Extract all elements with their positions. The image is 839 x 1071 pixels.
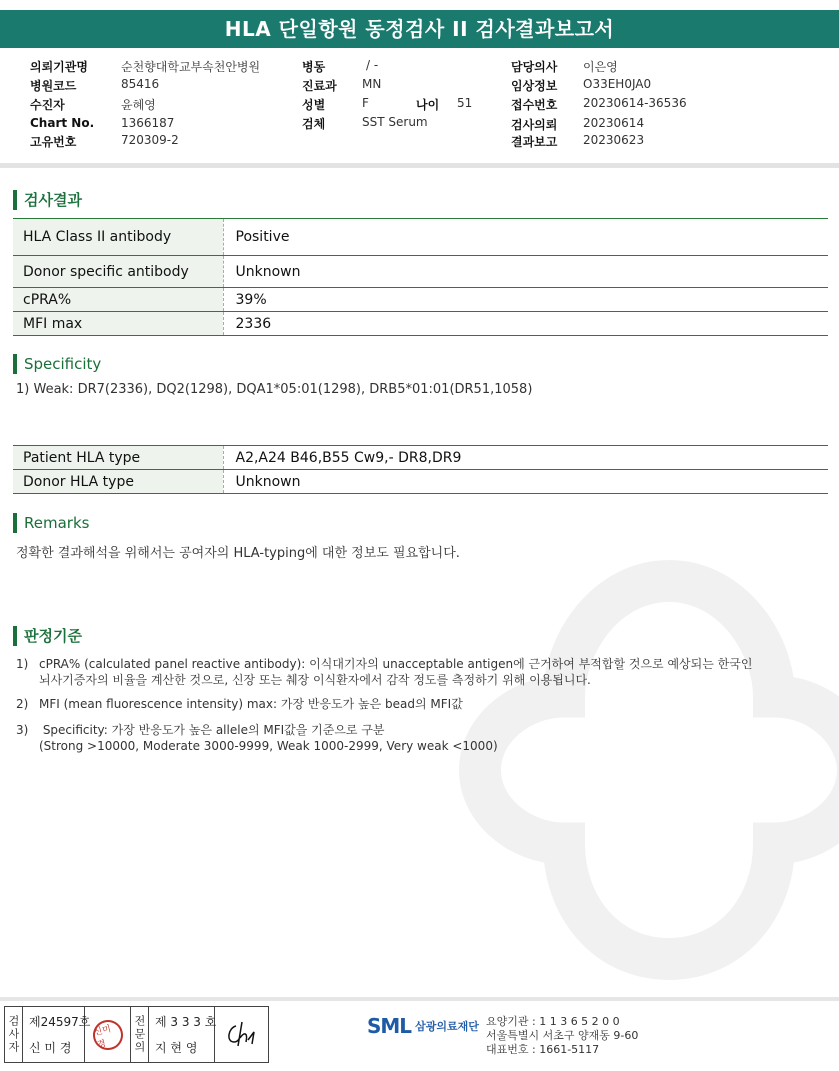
criteria-line: 뇌사기증자의 비율을 계산한 것으로, 신장 또는 췌장 이식환자에서 감작 정도를 측정하기 위해 이용됩니다. <box>39 673 591 687</box>
table-row <box>13 288 828 312</box>
patient-info <box>0 56 839 162</box>
criteria-num: 3) <box>16 723 29 737</box>
examiner-number: 제24597호 <box>29 1015 91 1029</box>
id-label: 고유번호 <box>30 135 77 149</box>
checker-name: 지 현 영 <box>155 1041 198 1055</box>
request-label: 검사의뢰 <box>511 118 558 132</box>
signature-icon <box>224 1020 260 1050</box>
patient-value: 윤혜영 <box>121 98 156 112</box>
hla-type-table <box>13 445 828 494</box>
table-row <box>13 219 828 256</box>
doctor-value: 이은영 <box>583 60 618 74</box>
specificity-text: 1) Weak: DR7(2336), DQ2(1298), DQA1*05:01(1298), DRB5*01:01(DR51,1058) <box>16 382 533 397</box>
hospital-code-label: 병원코드 <box>30 79 77 93</box>
criteria-line: (Strong >10000, Moderate 3000-9999, Weak 1000-2999, Very weak <1000) <box>39 739 498 753</box>
criteria-item <box>16 696 463 712</box>
result-value: Unknown <box>223 256 828 288</box>
specimen-value: SST Serum <box>362 115 428 129</box>
hla-value: Unknown <box>223 470 828 494</box>
criteria-line: cPRA% (calculated panel reactive antibody): 이식대기자의 unacceptable antigen에 근거하여 부적합할 것으로 예상되는 한국인 <box>39 657 753 671</box>
receipt-value: 20230614-36536 <box>583 96 687 110</box>
address: 서울특별시 서초구 양재동 9-60 <box>486 1029 639 1042</box>
logo-name: 삼광의료재단 <box>415 1020 479 1033</box>
remarks-text: 정확한 결과해석을 위해서는 공여자의 HLA-typing에 대한 정보도 필요합니다. <box>16 546 460 561</box>
watermark-logo-icon <box>459 560 839 980</box>
table-row <box>13 446 828 470</box>
address-block <box>486 1015 638 1057</box>
result-value: 2336 <box>223 312 828 336</box>
receipt-label: 접수번호 <box>511 98 558 112</box>
examiner-name: 신 미 경 <box>29 1041 72 1055</box>
checker-label: 전문의 <box>131 1007 149 1062</box>
examiner-stamp-icon: 신미경 <box>89 1016 126 1053</box>
result-value: Positive <box>223 219 828 256</box>
sml-logo <box>367 1014 479 1038</box>
criteria-num: 1) <box>16 657 29 671</box>
report-date-label: 결과보고 <box>511 135 558 149</box>
age-label: 나이 <box>416 98 440 112</box>
remarks-heading: Remarks <box>13 513 89 533</box>
ward-label: 병동 <box>302 60 326 74</box>
institution-label: 의뢰기관명 <box>30 60 88 74</box>
table-row <box>13 470 828 494</box>
criteria-num: 2) <box>16 697 29 711</box>
institution-value: 순천향대학교부속천안병원 <box>121 60 261 74</box>
checker-number: 제 3 3 3 호 <box>155 1015 217 1029</box>
hla-value: A2,A24 B46,B55 Cw9,- DR8,DR9 <box>223 446 828 470</box>
age-value: 51 <box>457 96 473 110</box>
chart-label: Chart No. <box>30 116 95 130</box>
dept-label: 진료과 <box>302 79 337 93</box>
logo-mark: SML <box>367 1014 412 1038</box>
results-table <box>13 218 828 336</box>
result-key: MFI max <box>13 312 223 336</box>
result-key: cPRA% <box>13 288 223 312</box>
hla-key: Donor HLA type <box>13 470 223 494</box>
criteria-item <box>16 656 752 688</box>
chart-value: 1366187 <box>121 116 175 130</box>
table-row <box>13 256 828 288</box>
examiner-label: 검사자 <box>5 1007 23 1062</box>
report-title: HLA 단일항원 동정검사 II 검사결과보고서 <box>0 10 839 48</box>
results-heading: 검사결과 <box>13 190 82 210</box>
doctor-label: 담당의사 <box>511 60 558 74</box>
table-row <box>13 312 828 336</box>
result-key: Donor specific antibody <box>13 256 223 288</box>
request-value: 20230614 <box>583 116 645 130</box>
report-date-value: 20230623 <box>583 133 645 147</box>
result-value: 39% <box>223 288 828 312</box>
criteria-item <box>16 722 498 754</box>
criteria-line: MFI (mean fluorescence intensity) max: 가장 반응도가 높은 bead의 MFI값 <box>39 697 463 711</box>
phone: 대표번호 : 1661-5117 <box>486 1043 600 1056</box>
clinical-label: 임상정보 <box>511 79 558 93</box>
id-value: 720309-2 <box>121 133 179 147</box>
patient-label: 수진자 <box>30 98 65 112</box>
hospital-code-value: 85416 <box>121 77 160 91</box>
signature-box <box>4 1006 269 1063</box>
clinical-value: O33EH0JA0 <box>583 77 652 91</box>
result-key: HLA Class II antibody <box>13 219 223 256</box>
specificity-heading: Specificity <box>13 354 101 374</box>
ward-value: / - <box>366 58 379 72</box>
dept-value: MN <box>362 77 382 91</box>
footer-divider <box>0 997 839 1001</box>
criteria-heading: 판정기준 <box>13 626 82 646</box>
specimen-label: 검체 <box>302 117 326 131</box>
info-divider <box>0 163 839 168</box>
hla-key: Patient HLA type <box>13 446 223 470</box>
sex-value: F <box>362 96 369 110</box>
criteria-line: Specificity: 가장 반응도가 높은 allele의 MFI값을 기준으로 구분 <box>39 723 385 737</box>
institution-code: 요양기관 : 1 1 3 6 5 2 0 0 <box>486 1015 620 1028</box>
sex-label: 성별 <box>302 98 326 112</box>
